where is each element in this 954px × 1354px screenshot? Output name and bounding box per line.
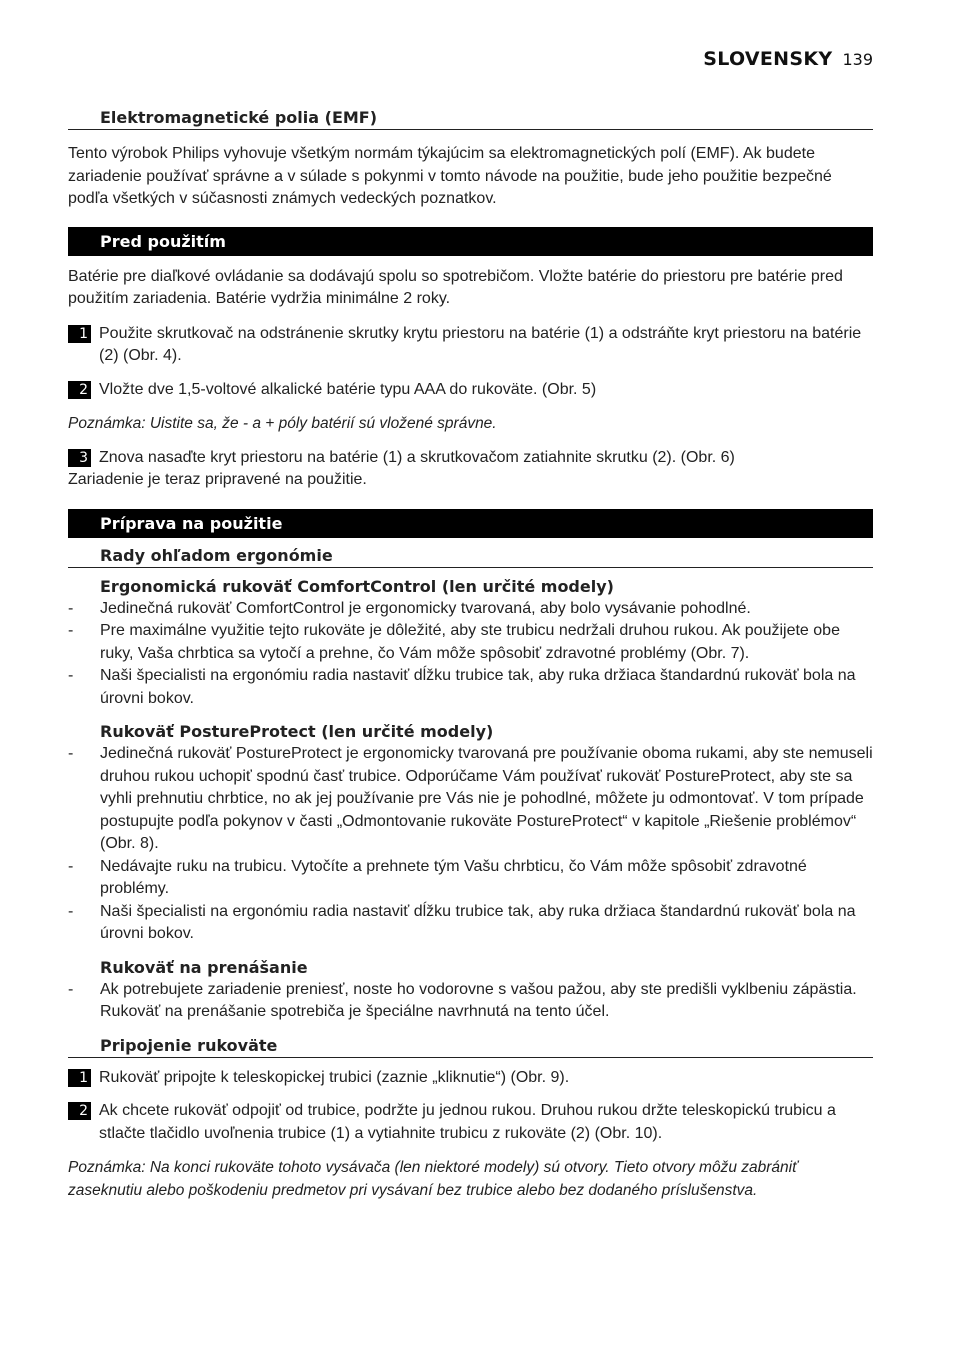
step-item [68,379,873,402]
subsection-title-ergonomics: Rady ohľadom ergonómie [68,545,873,568]
step-text: Vložte dve 1,5-voltové alkalické batérie typu AAA do rukoväte. (Obr. 5) [99,380,597,398]
list-item: - Jedinečná rukoväť PostureProtect je ergonomicky tvarovaná pre používanie oboma rukami, aby ste nemuseli druhou rukou uchopiť spodnú časť trubice. Odporúčame Vám používať rukoväť PostureProtect, aby ste sa vyhli prehnutiu chrbtice, no ak jej používanie pre Vás nie je pohodlné, môžete ju odmontovať. V tom prípade postupujte podľa pokynov v časti „Odmontovanie rukoväte PostureProtect“ v kapitole „Riešenie problémov“ (Obr. 8). [68,745,873,852]
step-item [68,447,873,470]
section-title-emf: Elektromagnetické polia (EMF) [68,107,873,130]
section-bar-before-use: Pred použitím [68,227,873,256]
list-item: - Naši špecialisti na ergonómiu radia nastaviť dĺžku trubice tak, aby ruka držiaca štandardnú rukoväť bola na úrovni bokov. [68,667,856,707]
step-text: Použite skrutkovač na odstránenie skrutky krytu priestoru na batérie (1) a odstráňte kryt priestoru na batérie (2) (Obr. 4). [99,324,862,364]
subsection-title-attach: Pripojenie rukoväte [68,1035,873,1058]
step-number: 2 [68,1102,91,1120]
note-openings: Poznámka: Na konci rukoväte tohoto vysávača (len niektoré modely) sú otvory. Tieto otvory môžu zabrániť zaseknutiu alebo poškodeniu predmetov pri vysávaní bez trubice alebo bez dodaného príslušenstva. [68,1159,798,1199]
step-item [68,1100,873,1145]
list-item: - Ak potrebujete zariadenie preniesť, noste ho vodorovne s vašou pažou, aby ste predišli vyklbeniu zápästia. Rukoväť na prenášanie spotrebiča je špeciálne navrhnutá na tento účel. [68,980,857,1020]
language-label: SLOVENSKY [703,48,833,70]
step-number: 1 [68,325,91,343]
before-use-intro: Batérie pre diaľkové ovládanie sa dodávajú spolu so spotrebičom. Vložte batérie do priestoru pre batérie pred použitím zariadenia. Batérie vydržia minimálne 2 roky. [68,267,843,307]
step-text: Rukoväť pripojte k teleskopickej trubici (zaznie „kliknutie“) (Obr. 9). [99,1068,570,1086]
note-battery: Poznámka: Uistite sa, že - a + póly batérií sú vložené správne. [68,415,497,432]
step-text: Ak chcete rukoväť odpojiť od trubice, podržte ju jednou rukou. Druhou rukou držte teleskopickú trubicu a stlačte tlačidlo uvoľnenia trubice (1) a vytiahnite trubicu z rukoväte (2) (Obr. 10). [99,1102,836,1142]
posture-title: Rukoväť PostureProtect (len určité modely) [100,722,494,741]
step-text: Znova nasaďte kryt priestoru na batérie (1) a skrutkovačom zatiahnite skrutku (2). (Obr. 6) [99,448,735,466]
page-content [68,107,873,1202]
step-number: 2 [68,381,91,399]
section-bar-prep: Príprava na použitie [68,509,873,538]
comfort-title: Ergonomická rukoväť ComfortControl (len určité modely) [100,576,614,596]
list-item: - Jedinečná rukoväť ComfortControl je ergonomicky tvarovaná, aby bolo vysávanie pohodlné. [68,599,751,617]
list-item: - Pre maximálne využitie tejto rukoväte je dôležité, aby ste trubicu nedržali druhou rukou. Ak použijete obe ruky, Vaša chrbtica sa vytočí a prehne, čo Vám môže spôsobiť zdravotné problémy (Obr. 7). [68,622,840,662]
list-item: - Naši špecialisti na ergonómiu radia nastaviť dĺžku trubice tak, aby ruka držiaca štandardnú rukoväť bola na úrovni bokov. [68,902,856,942]
step-item [68,323,873,368]
step-number: 1 [68,1069,91,1087]
carry-title: Rukoväť na prenášanie [100,957,308,977]
page-header [703,48,873,70]
page-number: 139 [842,50,873,69]
step-number: 3 [68,449,91,467]
step-item [68,1067,873,1090]
ready-text: Zariadenie je teraz pripravené na použitie. [68,471,367,488]
emf-text: Tento výrobok Philips vyhovuje všetkým normám týkajúcim sa elektromagnetických polí (EMF). Ak budete zariadenie používať správne a v súlade s pokynmi v tomto návode na použitie, bude jeho použitie bezpečné podľa všetkých v súčasnosti známych vedeckých poznatkov. [68,145,832,207]
list-item: - Nedávajte ruku na trubicu. Vytočíte a prehnete tým Vašu chrbticu, čo Vám môže spôsobiť zdravotné problémy. [68,857,807,897]
